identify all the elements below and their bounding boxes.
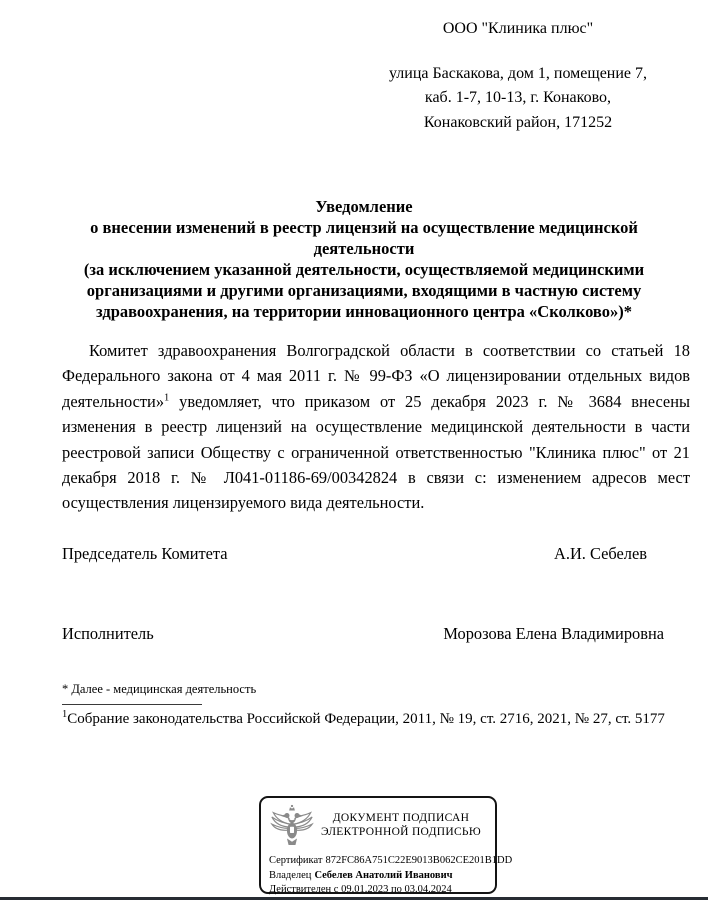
document-title — [40, 196, 688, 322]
footnote-source — [62, 709, 665, 729]
body-paragraph — [62, 338, 690, 516]
footnote-source-sup: 1 — [62, 709, 68, 720]
signature-role: Исполнитель — [62, 624, 154, 643]
certificate-label: Сертификат — [269, 855, 323, 866]
body-text-part2: уведомляет, что приказом от 25 декабря 2023 г. № 3684 внесены изменения в реестр лицензий на осуществление медицинской деятельности в части реестровой записи Обществу с ограниченной ответственностью "Клиника плюс" от 21 декабря 2018 г. № Л041-01186-69/00342824 в связи с: изменением адресов мест осуществления лицензируемого вида деятельности. — [62, 391, 690, 513]
owner-name: Себелев Анатолий Иванович — [314, 869, 453, 881]
title-line: организациями и другими организациями, входящими в частную систему — [86, 281, 642, 300]
signature-role: Председатель Комитета — [62, 544, 228, 563]
certificate-value: 872FC86A751C22E9013B062CE201B1DD — [325, 855, 513, 866]
title-line: деятельности — [313, 239, 415, 258]
address-line: каб. 1-7, 10-13, г. Конаково, — [424, 89, 612, 106]
double-headed-eagle-icon — [269, 803, 315, 851]
stamp-title-line2: ЭЛЕКТРОННОЙ ПОДПИСЬЮ — [321, 825, 481, 838]
title-line: о внесении изменений в реестр лицензий на осуществление медицинской — [90, 218, 638, 237]
stamp-title — [315, 803, 487, 839]
footnote-reference-sup: 1 — [164, 392, 170, 404]
signature-name: А.И. Себелев — [554, 544, 647, 563]
title-line: здравоохранения, на территории инновационного центра «Сколково»)* — [96, 302, 632, 321]
footnote-separator-rule — [62, 704, 202, 705]
signature-name: Морозова Елена Владимировна — [443, 624, 664, 643]
owner-label: Владелец — [269, 869, 312, 881]
body-text-part1: Комитет здравоохранения Волгоградской области в соответствии со статьей 18 Федерального закона от 4 мая 2011 г. № 99-ФЗ «О лицензировании отдельных видов деятельности» — [62, 341, 690, 411]
signature-row-chairman — [62, 544, 690, 564]
certificate-line — [269, 854, 513, 869]
validity-line: Действителен с 09.01.2023 по 03.04.2024 — [269, 884, 452, 895]
stamp-details — [269, 854, 513, 898]
signature-row-executor — [62, 624, 690, 644]
title-line: (за исключением указанной деятельности, осуществляемой медицинскими — [83, 260, 645, 279]
address-line: Конаковский район, 171252 — [423, 113, 613, 131]
footnote-asterisk: * Далее - медицинская деятельность — [62, 682, 257, 696]
company-name: ООО "Клиника плюс" — [442, 20, 594, 37]
letterhead — [372, 17, 664, 135]
footnote-source-text: Собрание законодательства Российской Федерации, 2011, № 19, ст. 2716, 2021, № 27, ст. 5177 — [67, 711, 665, 727]
electronic-signature-stamp — [259, 796, 513, 895]
stamp-title-line1: ДОКУМЕНТ ПОДПИСАН — [332, 812, 470, 824]
owner-line — [269, 869, 487, 884]
stamp-header — [269, 803, 487, 851]
title-line: Уведомление — [315, 197, 413, 216]
address-line: улица Баскакова, дом 1, помещение 7, — [388, 64, 648, 82]
page-bottom-edge — [0, 897, 708, 900]
